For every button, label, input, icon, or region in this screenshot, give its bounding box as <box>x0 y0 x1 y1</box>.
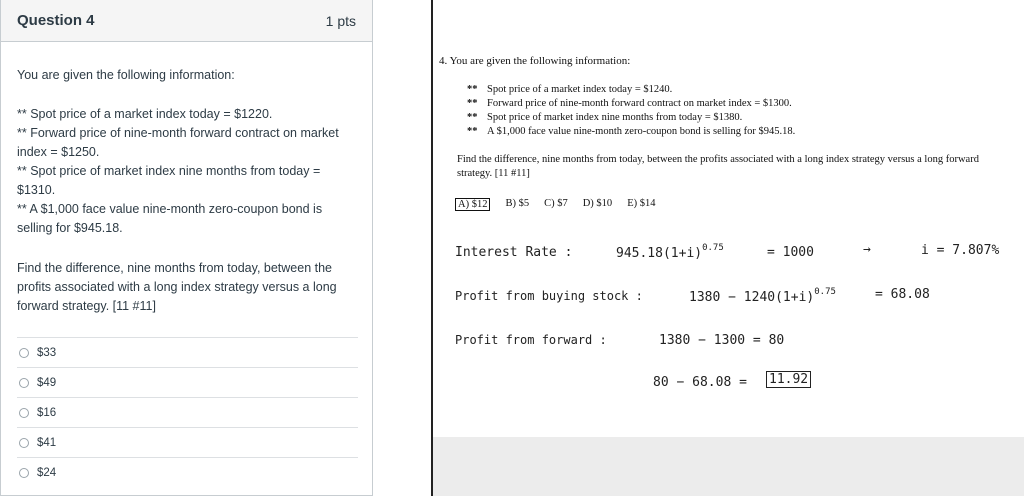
solution-bullets <box>467 83 795 139</box>
solution-bullet: ** A $1,000 face value nine-month zero-coupon bond is selling for $945.18. <box>467 126 796 137</box>
bullet-spot-today: ** Spot price of a market index today = $1220. <box>17 107 273 121</box>
radio-button-icon[interactable] <box>19 378 29 388</box>
answer-option[interactable] <box>17 337 358 367</box>
question-header <box>1 0 372 42</box>
answer-option[interactable] <box>17 397 358 427</box>
solution-bullet: ** Forward price of nine-month forward contract on market index = $1300. <box>467 98 792 109</box>
answer-option[interactable] <box>17 367 358 397</box>
choice: C) $7 <box>544 198 568 209</box>
choice: B) $5 <box>505 198 530 209</box>
solution-heading: 4. You are given the following information: <box>439 55 631 67</box>
solution-choices <box>455 198 655 211</box>
answer-option[interactable] <box>17 427 358 457</box>
choice: E) $14 <box>627 198 656 209</box>
answer-label: $49 <box>37 376 57 389</box>
question-points: 1 pts <box>325 12 356 29</box>
radio-button-icon[interactable] <box>19 348 29 358</box>
handwritten-forward-label: Profit from forward : <box>455 333 607 347</box>
question-title: Question 4 <box>17 12 95 29</box>
choice: D) $10 <box>582 198 613 209</box>
arrow-right-icon: → <box>863 242 871 257</box>
answer-label: $16 <box>37 406 57 419</box>
handwritten-stock-expr: $1380 - 1240(1+i)^{0.75}$ <box>689 287 836 305</box>
question-intro: You are given the following information: <box>17 68 235 82</box>
answer-label: $41 <box>37 436 57 449</box>
handwritten-interest-expr: $945.18(1+i)^{0.75}$ <box>616 243 724 261</box>
question-prompt: Find the difference, nine months from today, between the profits associated with a long index strategy versus a long forward strategy. [11 #11] <box>17 261 337 313</box>
answer-label: $33 <box>37 346 57 359</box>
solution-bullet: ** Spot price of market index nine months from today = $1380. <box>467 112 743 123</box>
handwritten-interest-result: i = 7.807% <box>921 243 1000 258</box>
handwritten-interest-eq: = 1000 <box>767 245 814 260</box>
solution-image <box>431 0 1024 437</box>
choice-selected: A) $12 <box>455 198 490 211</box>
handwritten-difference-result: 11.92 <box>766 372 811 387</box>
solution-image-margin <box>431 437 1024 496</box>
question-bullets <box>17 105 357 238</box>
answer-label: $24 <box>37 466 57 479</box>
answer-list <box>17 337 358 487</box>
radio-button-icon[interactable] <box>19 438 29 448</box>
answer-option[interactable] <box>17 457 358 487</box>
quiz-question-panel <box>0 0 373 496</box>
handwritten-stock-label: Profit from buying stock : <box>455 289 643 303</box>
gutter <box>373 0 431 496</box>
bullet-zero-coupon: ** A $1,000 face value nine-month zero-coupon bond is selling for $945.18. <box>17 202 323 235</box>
radio-button-icon[interactable] <box>19 408 29 418</box>
handwritten-interest-label: Interest Rate : <box>455 245 573 260</box>
solution-prompt: Find the difference, nine months from today, between the profits associated with a long index strategy versus a long forward strategy. [11 #11] <box>457 154 979 179</box>
bullet-forward-price: ** Forward price of nine-month forward contract on market index = $1250. <box>17 126 339 159</box>
radio-button-icon[interactable] <box>19 468 29 478</box>
solution-bullet: ** Spot price of a market index today = $1240. <box>467 84 673 95</box>
handwritten-forward-expr: 1380 − 1300 = 80 <box>659 333 785 348</box>
bullet-spot-future: ** Spot price of market index nine months from today = $1310. <box>17 164 321 197</box>
handwritten-difference-expr: 80 − 68.08 = <box>653 375 747 390</box>
handwritten-stock-result: = 68.08 <box>875 287 930 302</box>
